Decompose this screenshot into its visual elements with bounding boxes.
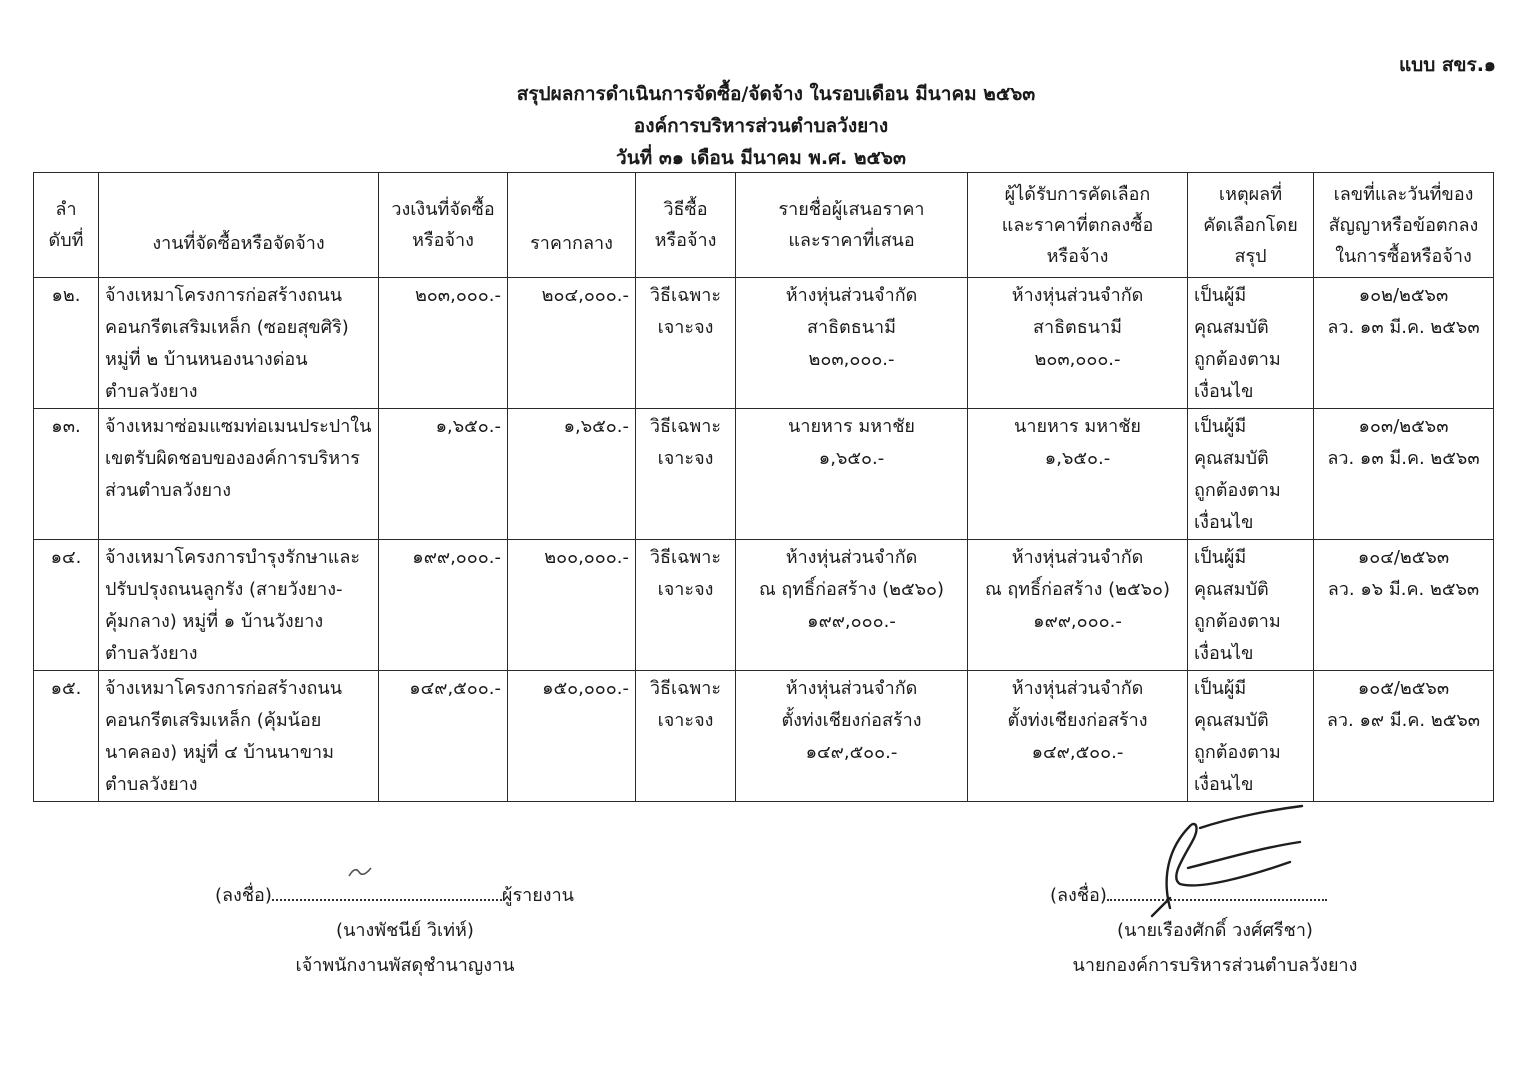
procurement-method: วิธีเฉพาะ เจาะจง [636,671,736,802]
contract-reference: ๑๐๒/๒๕๖๓ ลว. ๑๓ มี.ค. ๒๕๖๓ [1314,278,1494,409]
selection-reason: เป็นผู้มี คุณสมบัติ ถูกต้องตาม เงื่อนไข [1188,409,1314,540]
approver-position: นายกองค์การบริหารส่วนตำบลวังยาง [1072,955,1358,976]
budget-amount: ๒๐๓,๐๐๐.- [379,278,508,409]
form-code: แบบ สขร.๑ [1398,54,1496,76]
table-header-row [34,173,1494,278]
selection-reason: เป็นผู้มี คุณสมบัติ ถูกต้องตาม เงื่อนไข [1188,671,1314,802]
approver-sign-prefix: (ลงชื่อ) [1050,885,1107,906]
heading-date: วันที่ ๓๑ เดือน มีนาคม พ.ศ. ๒๕๖๓ [616,147,906,169]
bidders-list: ห้างหุ่นส่วนจำกัด สาธิตธนามี ๒๐๓,๐๐๐.- [736,278,968,409]
reporter-sign-line [215,880,595,909]
procurement-method: วิธีเฉพาะ เจาะจง [636,409,736,540]
procurement-table [33,172,1494,802]
median-price: ๒๐๐,๐๐๐.- [508,540,636,671]
reporter-role-label: ผู้รายงาน [501,885,574,906]
row-number: ๑๕. [34,671,99,802]
document-heading [0,78,1522,174]
header-bidders: รายชื่อผู้เสนอราคา และราคาที่เสนอ [736,173,968,278]
reporter-name: (นางพัชนีย์ วิเท่ห์) [336,920,474,941]
work-description: จ้างเหมาโครงการก่อสร้างถนน คอนกรีตเสริมเหล็ก (ซอยสุขศิริ) หมู่ที่ ๒ บ้านหนองนางด่อน ตำบลวังยาง [99,278,379,409]
selected-vendor: ห้างหุ่นส่วนจำกัด ณ ฤทธิ์ก่อสร้าง (๒๕๖๐) ๑๙๙,๐๐๐.- [968,540,1188,671]
budget-amount: ๑,๖๕๐.- [379,409,508,540]
reporter-handwritten-signature [345,862,375,882]
table-row [34,540,1494,671]
row-number: ๑๒. [34,278,99,409]
header-contract: เลขที่และวันที่ของ สัญญาหรือข้อตกลง ในการซื้อหรือจ้าง [1314,173,1494,278]
header-no: ลำ ดับที่ [34,173,99,278]
row-number: ๑๔. [34,540,99,671]
row-number: ๑๓. [34,409,99,540]
approver-handwritten-signature [1140,798,1310,918]
table-row [34,671,1494,802]
median-price: ๑๕๐,๐๐๐.- [508,671,636,802]
selected-vendor: ห้างหุ่นส่วนจำกัด ตั้งท่งเชียงก่อสร้าง ๑๔๙,๕๐๐.- [968,671,1188,802]
selection-reason: เป็นผู้มี คุณสมบัติ ถูกต้องตาม เงื่อนไข [1188,540,1314,671]
bidders-list: นายหาร มหาชัย ๑,๖๕๐.- [736,409,968,540]
work-description: จ้างเหมาซ่อมแซมท่อเมนประปาใน เขตรับผิดชอบขององค์การบริหาร ส่วนตำบลวังยาง [99,409,379,540]
contract-reference: ๑๐๕/๒๕๖๓ ลว. ๑๙ มี.ค. ๒๕๖๓ [1314,671,1494,802]
table-row [34,278,1494,409]
contract-reference: ๑๐๓/๒๕๖๓ ลว. ๑๓ มี.ค. ๒๕๖๓ [1314,409,1494,540]
header-work: งานที่จัดซื้อหรือจัดจ้าง [99,173,379,278]
header-budget: วงเงินที่จัดซื้อ หรือจ้าง [379,173,508,278]
reporter-signature-block [215,880,595,979]
procurement-method: วิธีเฉพาะ เจาะจง [636,278,736,409]
selection-reason: เป็นผู้มี คุณสมบัติ ถูกต้องตาม เงื่อนไข [1188,278,1314,409]
work-description: จ้างเหมาโครงการบำรุงรักษาและ ปรับปรุงถนนลูกรัง (สายวังยาง- คุ้มกลาง) หมู่ที่ ๑ บ้านวังยาง ตำบลวังยาง [99,540,379,671]
procurement-method: วิธีเฉพาะ เจาะจง [636,540,736,671]
reporter-position: เจ้าพนักงานพัสดุชำนาญงาน [295,955,515,976]
bidders-list: ห้างหุ่นส่วนจำกัด ณ ฤทธิ์ก่อสร้าง (๒๕๖๐) ๑๙๙,๐๐๐.- [736,540,968,671]
selected-vendor: นายหาร มหาชัย ๑,๖๕๐.- [968,409,1188,540]
bidders-list: ห้างหุ่นส่วนจำกัด ตั้งท่งเชียงก่อสร้าง ๑๔๙,๕๐๐.- [736,671,968,802]
header-method: วิธีซื้อ หรือจ้าง [636,173,736,278]
heading-organization: องค์การบริหารส่วนตำบลวังยาง [633,115,889,137]
median-price: ๑,๖๕๐.- [508,409,636,540]
header-reason: เหตุผลที่ คัดเลือกโดย สรุป [1188,173,1314,278]
reporter-sign-prefix: (ลงชื่อ) [215,885,272,906]
approver-name: (นายเรืองศักดิ์ วงศ์ศรีชา) [1117,920,1313,941]
header-median-price: ราคากลาง [508,173,636,278]
table-row [34,409,1494,540]
budget-amount: ๑๔๙,๕๐๐.- [379,671,508,802]
heading-title: สรุปผลการดำเนินการจัดซื้อ/จัดจ้าง ในรอบเดือน มีนาคม ๒๕๖๓ [516,83,1036,105]
signature-dotted-line [272,883,502,901]
selected-vendor: ห้างหุ่นส่วนจำกัด สาธิตธนามี ๒๐๓,๐๐๐.- [968,278,1188,409]
median-price: ๒๐๔,๐๐๐.- [508,278,636,409]
header-selected: ผู้ได้รับการคัดเลือก และราคาที่ตกลงซื้อ หรือจ้าง [968,173,1188,278]
contract-reference: ๑๐๔/๒๕๖๓ ลว. ๑๖ มี.ค. ๒๕๖๓ [1314,540,1494,671]
work-description: จ้างเหมาโครงการก่อสร้างถนน คอนกรีตเสริมเหล็ก (คุ้มน้อย นาคลอง) หมู่ที่ ๔ บ้านนาขาม ตำบลวังยาง [99,671,379,802]
budget-amount: ๑๙๙,๐๐๐.- [379,540,508,671]
